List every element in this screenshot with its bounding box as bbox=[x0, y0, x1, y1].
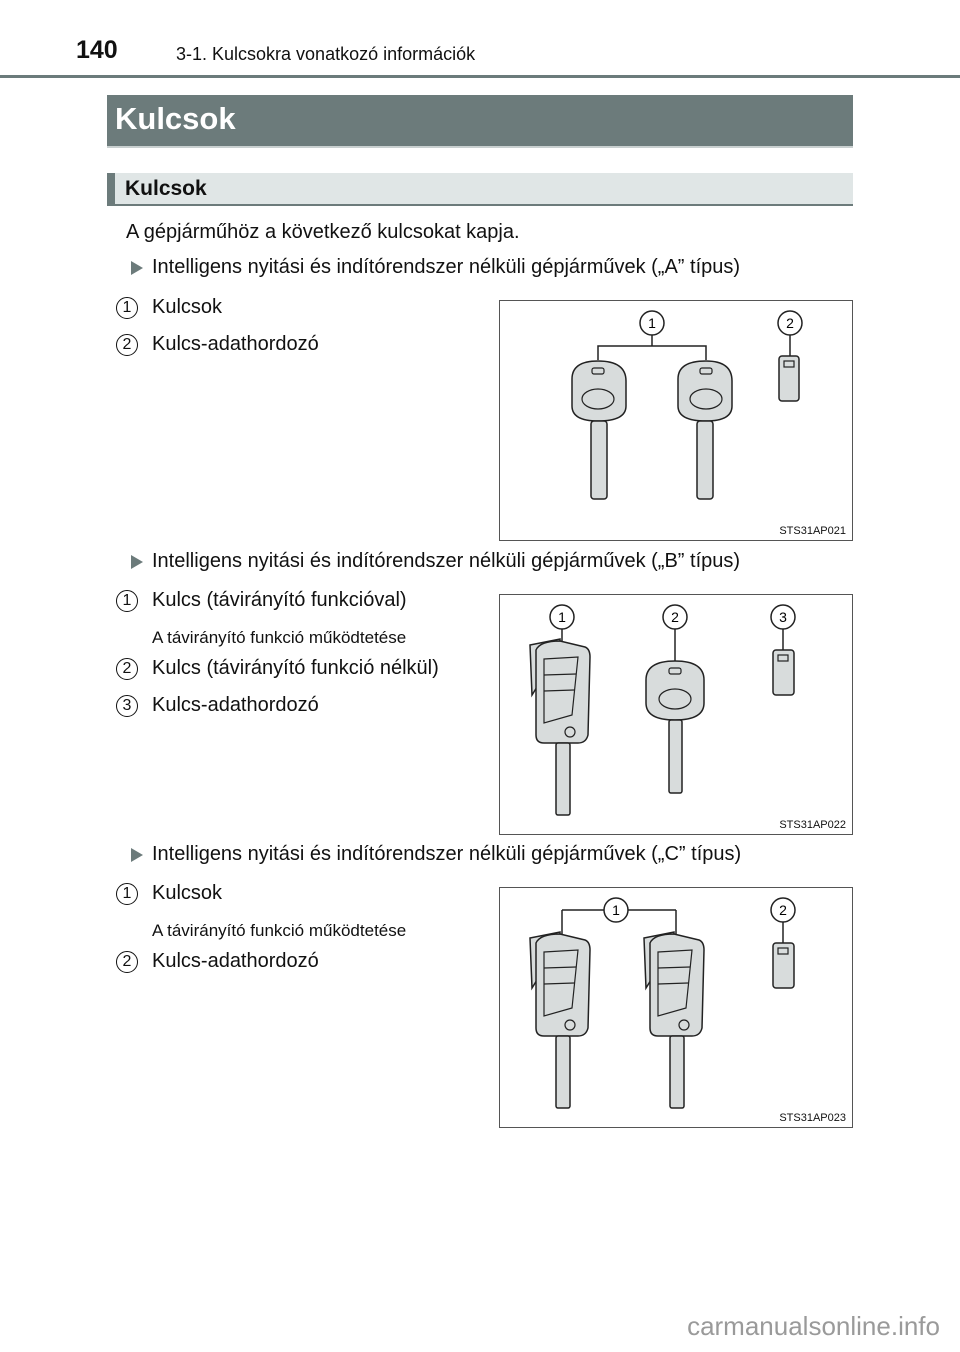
figure-keys-type-b bbox=[499, 594, 853, 835]
figure-id: STS31AP023 bbox=[779, 1112, 846, 1124]
item-label: Kulcsok bbox=[152, 882, 223, 904]
callout-1: 1 bbox=[612, 902, 620, 918]
heading-2 bbox=[107, 173, 853, 206]
heading-1 bbox=[107, 95, 853, 148]
header-divider bbox=[0, 75, 960, 78]
figure-id: STS31AP022 bbox=[779, 819, 846, 831]
bullet-triangle-icon bbox=[131, 261, 143, 275]
intro-text: A gépjárműhöz a következő kulcsokat kapja. bbox=[126, 221, 520, 243]
callout-3: 3 bbox=[779, 609, 787, 625]
item-number: 2 bbox=[116, 334, 138, 356]
keys-illustration bbox=[500, 888, 852, 1127]
item-note: A távirányító funkció működtetése bbox=[152, 628, 407, 647]
item-label: Kulcsok bbox=[152, 296, 223, 318]
callout-2: 2 bbox=[671, 609, 679, 625]
figure-id: STS31AP021 bbox=[779, 525, 846, 537]
page-number: 140 bbox=[76, 36, 118, 64]
item-label: Kulcs-adathordozó bbox=[152, 694, 319, 716]
item-note: A távirányító funkció működtetése bbox=[152, 921, 407, 940]
callout-2: 2 bbox=[779, 902, 787, 918]
item-label: Kulcs (távirányító funkció nélkül) bbox=[152, 657, 439, 679]
item-label: Kulcs (távirányító funkcióval) bbox=[152, 589, 407, 611]
bullet-triangle-icon bbox=[131, 555, 143, 569]
bullet-text: Intelligens nyitási és indítórendszer nélküli gépjárművek („C” típus) bbox=[152, 843, 742, 865]
heading-1-text: Kulcsok bbox=[115, 101, 236, 136]
item-number: 1 bbox=[116, 883, 138, 905]
item-label: Kulcs-adathordozó bbox=[152, 333, 319, 355]
bullet-text: Intelligens nyitási és indítórendszer nélküli gépjárművek („A” típus) bbox=[152, 256, 741, 278]
item-number: 3 bbox=[116, 695, 138, 717]
keys-illustration bbox=[500, 595, 852, 834]
item-label: Kulcs-adathordozó bbox=[152, 950, 319, 972]
item-number: 2 bbox=[116, 658, 138, 680]
item-number: 1 bbox=[116, 297, 138, 319]
figure-keys-type-c bbox=[499, 887, 853, 1128]
heading-2-text: Kulcsok bbox=[125, 177, 207, 200]
watermark: carmanualsonline.info bbox=[687, 1311, 940, 1341]
figure-keys-type-a bbox=[499, 300, 853, 541]
item-number: 1 bbox=[116, 590, 138, 612]
callout-1: 1 bbox=[558, 609, 566, 625]
callout-1: 1 bbox=[648, 315, 656, 331]
keys-illustration bbox=[500, 301, 852, 540]
callout-2: 2 bbox=[786, 315, 794, 331]
section-title: 3-1. Kulcsokra vonatkozó információk bbox=[176, 44, 476, 64]
bullet-triangle-icon bbox=[131, 848, 143, 862]
bullet-text: Intelligens nyitási és indítórendszer nélküli gépjárművek („B” típus) bbox=[152, 550, 741, 572]
item-number: 2 bbox=[116, 951, 138, 973]
